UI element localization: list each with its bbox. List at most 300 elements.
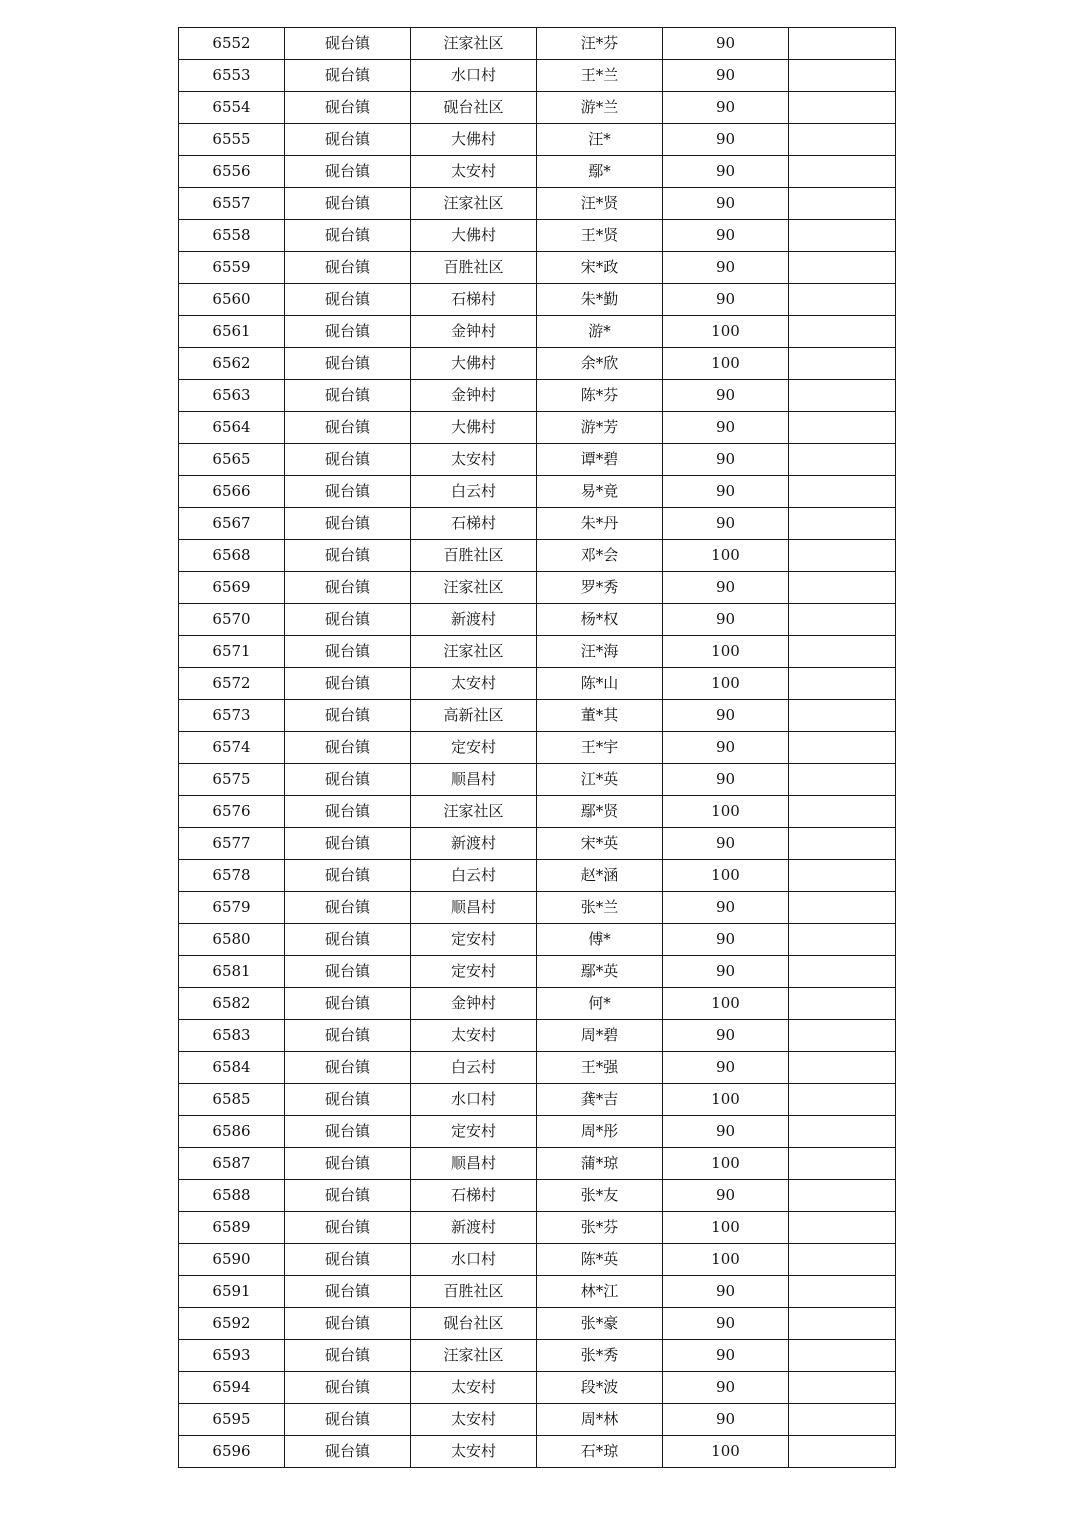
remark-cell xyxy=(789,892,896,924)
village-cell: 水口村 xyxy=(411,1084,537,1116)
amount-cell: 100 xyxy=(663,348,789,380)
name-cell: 朱*丹 xyxy=(537,508,663,540)
town-cell: 砚台镇 xyxy=(285,764,411,796)
table-row xyxy=(179,508,896,540)
remark-cell xyxy=(789,668,896,700)
town-cell: 砚台镇 xyxy=(285,892,411,924)
town-cell: 砚台镇 xyxy=(285,1148,411,1180)
index-cell: 6575 xyxy=(179,764,285,796)
name-cell: 鄢* xyxy=(537,156,663,188)
village-cell: 水口村 xyxy=(411,60,537,92)
index-cell: 6560 xyxy=(179,284,285,316)
town-cell: 砚台镇 xyxy=(285,380,411,412)
village-cell: 太安村 xyxy=(411,1404,537,1436)
amount-cell: 90 xyxy=(663,380,789,412)
village-cell: 新渡村 xyxy=(411,828,537,860)
amount-cell: 90 xyxy=(663,892,789,924)
town-cell: 砚台镇 xyxy=(285,220,411,252)
remark-cell xyxy=(789,1244,896,1276)
table-row xyxy=(179,1436,896,1468)
village-cell: 定安村 xyxy=(411,956,537,988)
index-cell: 6565 xyxy=(179,444,285,476)
amount-cell: 90 xyxy=(663,252,789,284)
index-cell: 6589 xyxy=(179,1212,285,1244)
index-cell: 6576 xyxy=(179,796,285,828)
village-cell: 太安村 xyxy=(411,668,537,700)
name-cell: 汪*芬 xyxy=(537,28,663,60)
name-cell: 余*欣 xyxy=(537,348,663,380)
village-cell: 太安村 xyxy=(411,156,537,188)
remark-cell xyxy=(789,764,896,796)
remark-cell xyxy=(789,1436,896,1468)
remark-cell xyxy=(789,508,896,540)
name-cell: 陈*英 xyxy=(537,1244,663,1276)
remark-cell xyxy=(789,476,896,508)
name-cell: 张*兰 xyxy=(537,892,663,924)
index-cell: 6596 xyxy=(179,1436,285,1468)
name-cell: 董*其 xyxy=(537,700,663,732)
index-cell: 6562 xyxy=(179,348,285,380)
town-cell: 砚台镇 xyxy=(285,188,411,220)
name-cell: 林*江 xyxy=(537,1276,663,1308)
table-row xyxy=(179,1212,896,1244)
remark-cell xyxy=(789,796,896,828)
village-cell: 顺昌村 xyxy=(411,892,537,924)
table-row xyxy=(179,28,896,60)
village-cell: 汪家社区 xyxy=(411,796,537,828)
town-cell: 砚台镇 xyxy=(285,604,411,636)
town-cell: 砚台镇 xyxy=(285,1020,411,1052)
village-cell: 金钟村 xyxy=(411,316,537,348)
remark-cell xyxy=(789,924,896,956)
town-cell: 砚台镇 xyxy=(285,1212,411,1244)
amount-cell: 100 xyxy=(663,316,789,348)
amount-cell: 90 xyxy=(663,476,789,508)
remark-cell xyxy=(789,828,896,860)
amount-cell: 100 xyxy=(663,1244,789,1276)
remark-cell xyxy=(789,956,896,988)
name-cell: 龚*吉 xyxy=(537,1084,663,1116)
amount-cell: 90 xyxy=(663,1404,789,1436)
table-row xyxy=(179,1404,896,1436)
table-row xyxy=(179,1244,896,1276)
index-cell: 6556 xyxy=(179,156,285,188)
village-cell: 汪家社区 xyxy=(411,28,537,60)
amount-cell: 90 xyxy=(663,1180,789,1212)
table-row xyxy=(179,636,896,668)
amount-cell: 90 xyxy=(663,28,789,60)
village-cell: 白云村 xyxy=(411,476,537,508)
remark-cell xyxy=(789,1052,896,1084)
index-cell: 6572 xyxy=(179,668,285,700)
town-cell: 砚台镇 xyxy=(285,860,411,892)
name-cell: 王*宇 xyxy=(537,732,663,764)
index-cell: 6592 xyxy=(179,1308,285,1340)
index-cell: 6564 xyxy=(179,412,285,444)
village-cell: 砚台社区 xyxy=(411,1308,537,1340)
remark-cell xyxy=(789,316,896,348)
table-row xyxy=(179,92,896,124)
name-cell: 张*友 xyxy=(537,1180,663,1212)
index-cell: 6555 xyxy=(179,124,285,156)
village-cell: 太安村 xyxy=(411,1020,537,1052)
village-cell: 砚台社区 xyxy=(411,92,537,124)
remark-cell xyxy=(789,1020,896,1052)
amount-cell: 90 xyxy=(663,508,789,540)
index-cell: 6573 xyxy=(179,700,285,732)
remark-cell xyxy=(789,220,896,252)
name-cell: 蒲*琼 xyxy=(537,1148,663,1180)
index-cell: 6557 xyxy=(179,188,285,220)
remark-cell xyxy=(789,1116,896,1148)
town-cell: 砚台镇 xyxy=(285,1372,411,1404)
name-cell: 王*兰 xyxy=(537,60,663,92)
amount-cell: 100 xyxy=(663,668,789,700)
amount-cell: 100 xyxy=(663,1436,789,1468)
amount-cell: 90 xyxy=(663,412,789,444)
village-cell: 白云村 xyxy=(411,860,537,892)
remark-cell xyxy=(789,348,896,380)
town-cell: 砚台镇 xyxy=(285,1340,411,1372)
remark-cell xyxy=(789,732,896,764)
amount-cell: 90 xyxy=(663,220,789,252)
amount-cell: 90 xyxy=(663,1308,789,1340)
town-cell: 砚台镇 xyxy=(285,284,411,316)
table-row xyxy=(179,604,896,636)
index-cell: 6591 xyxy=(179,1276,285,1308)
index-cell: 6571 xyxy=(179,636,285,668)
name-cell: 游*兰 xyxy=(537,92,663,124)
index-cell: 6594 xyxy=(179,1372,285,1404)
amount-cell: 100 xyxy=(663,636,789,668)
name-cell: 张*秀 xyxy=(537,1340,663,1372)
amount-cell: 100 xyxy=(663,1148,789,1180)
town-cell: 砚台镇 xyxy=(285,60,411,92)
index-cell: 6563 xyxy=(179,380,285,412)
village-cell: 定安村 xyxy=(411,1116,537,1148)
table-row xyxy=(179,380,896,412)
name-cell: 赵*涵 xyxy=(537,860,663,892)
town-cell: 砚台镇 xyxy=(285,124,411,156)
index-cell: 6559 xyxy=(179,252,285,284)
name-cell: 汪*贤 xyxy=(537,188,663,220)
village-cell: 白云村 xyxy=(411,1052,537,1084)
name-cell: 罗*秀 xyxy=(537,572,663,604)
remark-cell xyxy=(789,28,896,60)
index-cell: 6588 xyxy=(179,1180,285,1212)
index-cell: 6567 xyxy=(179,508,285,540)
town-cell: 砚台镇 xyxy=(285,668,411,700)
name-cell: 鄢*英 xyxy=(537,956,663,988)
table-row xyxy=(179,924,896,956)
table-row xyxy=(179,124,896,156)
table-row xyxy=(179,828,896,860)
remark-cell xyxy=(789,604,896,636)
town-cell: 砚台镇 xyxy=(285,988,411,1020)
amount-cell: 90 xyxy=(663,924,789,956)
town-cell: 砚台镇 xyxy=(285,252,411,284)
table-row xyxy=(179,188,896,220)
town-cell: 砚台镇 xyxy=(285,348,411,380)
remark-cell xyxy=(789,1340,896,1372)
table-row xyxy=(179,764,896,796)
table-row xyxy=(179,156,896,188)
remark-cell xyxy=(789,156,896,188)
index-cell: 6583 xyxy=(179,1020,285,1052)
table-row xyxy=(179,1052,896,1084)
name-cell: 周*彤 xyxy=(537,1116,663,1148)
table-row xyxy=(179,476,896,508)
village-cell: 定安村 xyxy=(411,732,537,764)
remark-cell xyxy=(789,124,896,156)
village-cell: 顺昌村 xyxy=(411,764,537,796)
village-cell: 汪家社区 xyxy=(411,1340,537,1372)
town-cell: 砚台镇 xyxy=(285,924,411,956)
table-row xyxy=(179,1276,896,1308)
table-row xyxy=(179,540,896,572)
town-cell: 砚台镇 xyxy=(285,1052,411,1084)
town-cell: 砚台镇 xyxy=(285,444,411,476)
village-cell: 百胜社区 xyxy=(411,540,537,572)
index-cell: 6561 xyxy=(179,316,285,348)
name-cell: 王*贤 xyxy=(537,220,663,252)
remark-cell xyxy=(789,1308,896,1340)
table-row xyxy=(179,1084,896,1116)
table-row xyxy=(179,412,896,444)
remark-cell xyxy=(789,1084,896,1116)
name-cell: 陈*芬 xyxy=(537,380,663,412)
village-cell: 定安村 xyxy=(411,924,537,956)
index-cell: 6554 xyxy=(179,92,285,124)
table-row xyxy=(179,316,896,348)
village-cell: 新渡村 xyxy=(411,1212,537,1244)
table-row xyxy=(179,60,896,92)
name-cell: 何* xyxy=(537,988,663,1020)
amount-cell: 90 xyxy=(663,956,789,988)
amount-cell: 90 xyxy=(663,700,789,732)
village-cell: 新渡村 xyxy=(411,604,537,636)
amount-cell: 90 xyxy=(663,60,789,92)
town-cell: 砚台镇 xyxy=(285,92,411,124)
amount-cell: 100 xyxy=(663,860,789,892)
village-cell: 百胜社区 xyxy=(411,252,537,284)
name-cell: 游*芳 xyxy=(537,412,663,444)
town-cell: 砚台镇 xyxy=(285,828,411,860)
table-row xyxy=(179,956,896,988)
remark-cell xyxy=(789,1180,896,1212)
name-cell: 陈*山 xyxy=(537,668,663,700)
name-cell: 石*琼 xyxy=(537,1436,663,1468)
town-cell: 砚台镇 xyxy=(285,28,411,60)
table-row xyxy=(179,444,896,476)
village-cell: 金钟村 xyxy=(411,988,537,1020)
index-cell: 6577 xyxy=(179,828,285,860)
table-row xyxy=(179,796,896,828)
town-cell: 砚台镇 xyxy=(285,476,411,508)
name-cell: 段*波 xyxy=(537,1372,663,1404)
index-cell: 6595 xyxy=(179,1404,285,1436)
name-cell: 王*强 xyxy=(537,1052,663,1084)
name-cell: 汪* xyxy=(537,124,663,156)
data-table xyxy=(178,27,896,1468)
town-cell: 砚台镇 xyxy=(285,540,411,572)
amount-cell: 90 xyxy=(663,1116,789,1148)
name-cell: 谭*碧 xyxy=(537,444,663,476)
amount-cell: 90 xyxy=(663,1020,789,1052)
village-cell: 太安村 xyxy=(411,444,537,476)
remark-cell xyxy=(789,188,896,220)
village-cell: 石梯村 xyxy=(411,1180,537,1212)
town-cell: 砚台镇 xyxy=(285,700,411,732)
table-row xyxy=(179,732,896,764)
table-row xyxy=(179,284,896,316)
town-cell: 砚台镇 xyxy=(285,508,411,540)
index-cell: 6552 xyxy=(179,28,285,60)
remark-cell xyxy=(789,412,896,444)
index-cell: 6587 xyxy=(179,1148,285,1180)
table-row xyxy=(179,1180,896,1212)
remark-cell xyxy=(789,1404,896,1436)
remark-cell xyxy=(789,1276,896,1308)
village-cell: 太安村 xyxy=(411,1436,537,1468)
index-cell: 6585 xyxy=(179,1084,285,1116)
index-cell: 6574 xyxy=(179,732,285,764)
table-row xyxy=(179,668,896,700)
name-cell: 杨*权 xyxy=(537,604,663,636)
table-row xyxy=(179,1148,896,1180)
remark-cell xyxy=(789,284,896,316)
village-cell: 顺昌村 xyxy=(411,1148,537,1180)
town-cell: 砚台镇 xyxy=(285,412,411,444)
remark-cell xyxy=(789,636,896,668)
amount-cell: 100 xyxy=(663,988,789,1020)
remark-cell xyxy=(789,572,896,604)
index-cell: 6580 xyxy=(179,924,285,956)
village-cell: 大佛村 xyxy=(411,412,537,444)
village-cell: 石梯村 xyxy=(411,284,537,316)
name-cell: 汪*海 xyxy=(537,636,663,668)
village-cell: 汪家社区 xyxy=(411,188,537,220)
index-cell: 6590 xyxy=(179,1244,285,1276)
village-cell: 高新社区 xyxy=(411,700,537,732)
town-cell: 砚台镇 xyxy=(285,1436,411,1468)
amount-cell: 90 xyxy=(663,764,789,796)
table-row xyxy=(179,572,896,604)
amount-cell: 90 xyxy=(663,604,789,636)
amount-cell: 100 xyxy=(663,1084,789,1116)
town-cell: 砚台镇 xyxy=(285,1180,411,1212)
town-cell: 砚台镇 xyxy=(285,956,411,988)
remark-cell xyxy=(789,700,896,732)
town-cell: 砚台镇 xyxy=(285,1404,411,1436)
index-cell: 6584 xyxy=(179,1052,285,1084)
town-cell: 砚台镇 xyxy=(285,1116,411,1148)
index-cell: 6581 xyxy=(179,956,285,988)
amount-cell: 90 xyxy=(663,92,789,124)
remark-cell xyxy=(789,92,896,124)
table-row xyxy=(179,220,896,252)
table-row xyxy=(179,1116,896,1148)
amount-cell: 90 xyxy=(663,572,789,604)
town-cell: 砚台镇 xyxy=(285,1244,411,1276)
town-cell: 砚台镇 xyxy=(285,156,411,188)
village-cell: 石梯村 xyxy=(411,508,537,540)
amount-cell: 100 xyxy=(663,1212,789,1244)
village-cell: 大佛村 xyxy=(411,220,537,252)
remark-cell xyxy=(789,380,896,412)
village-cell: 太安村 xyxy=(411,1372,537,1404)
village-cell: 大佛村 xyxy=(411,348,537,380)
amount-cell: 90 xyxy=(663,156,789,188)
name-cell: 游* xyxy=(537,316,663,348)
table-row xyxy=(179,988,896,1020)
index-cell: 6570 xyxy=(179,604,285,636)
town-cell: 砚台镇 xyxy=(285,1308,411,1340)
remark-cell xyxy=(789,1148,896,1180)
town-cell: 砚台镇 xyxy=(285,1276,411,1308)
amount-cell: 100 xyxy=(663,796,789,828)
table-row xyxy=(179,1308,896,1340)
village-cell: 汪家社区 xyxy=(411,572,537,604)
name-cell: 邓*会 xyxy=(537,540,663,572)
table-body xyxy=(179,28,896,1468)
remark-cell xyxy=(789,252,896,284)
name-cell: 易*竟 xyxy=(537,476,663,508)
amount-cell: 90 xyxy=(663,124,789,156)
village-cell: 汪家社区 xyxy=(411,636,537,668)
name-cell: 鄢*贤 xyxy=(537,796,663,828)
remark-cell xyxy=(789,1212,896,1244)
amount-cell: 90 xyxy=(663,1276,789,1308)
index-cell: 6582 xyxy=(179,988,285,1020)
table-row xyxy=(179,892,896,924)
amount-cell: 90 xyxy=(663,444,789,476)
amount-cell: 90 xyxy=(663,1340,789,1372)
table-row xyxy=(179,348,896,380)
remark-cell xyxy=(789,1372,896,1404)
table-row xyxy=(179,1372,896,1404)
name-cell: 宋*英 xyxy=(537,828,663,860)
amount-cell: 90 xyxy=(663,828,789,860)
name-cell: 张*芬 xyxy=(537,1212,663,1244)
index-cell: 6593 xyxy=(179,1340,285,1372)
village-cell: 大佛村 xyxy=(411,124,537,156)
town-cell: 砚台镇 xyxy=(285,732,411,764)
name-cell: 宋*政 xyxy=(537,252,663,284)
table-row xyxy=(179,1340,896,1372)
index-cell: 6569 xyxy=(179,572,285,604)
town-cell: 砚台镇 xyxy=(285,796,411,828)
index-cell: 6568 xyxy=(179,540,285,572)
name-cell: 周*碧 xyxy=(537,1020,663,1052)
index-cell: 6558 xyxy=(179,220,285,252)
town-cell: 砚台镇 xyxy=(285,636,411,668)
remark-cell xyxy=(789,444,896,476)
amount-cell: 100 xyxy=(663,540,789,572)
village-cell: 百胜社区 xyxy=(411,1276,537,1308)
name-cell: 朱*勤 xyxy=(537,284,663,316)
town-cell: 砚台镇 xyxy=(285,316,411,348)
town-cell: 砚台镇 xyxy=(285,1084,411,1116)
amount-cell: 90 xyxy=(663,1372,789,1404)
village-cell: 水口村 xyxy=(411,1244,537,1276)
town-cell: 砚台镇 xyxy=(285,572,411,604)
table-row xyxy=(179,252,896,284)
remark-cell xyxy=(789,60,896,92)
amount-cell: 90 xyxy=(663,284,789,316)
name-cell: 周*林 xyxy=(537,1404,663,1436)
table-row xyxy=(179,700,896,732)
